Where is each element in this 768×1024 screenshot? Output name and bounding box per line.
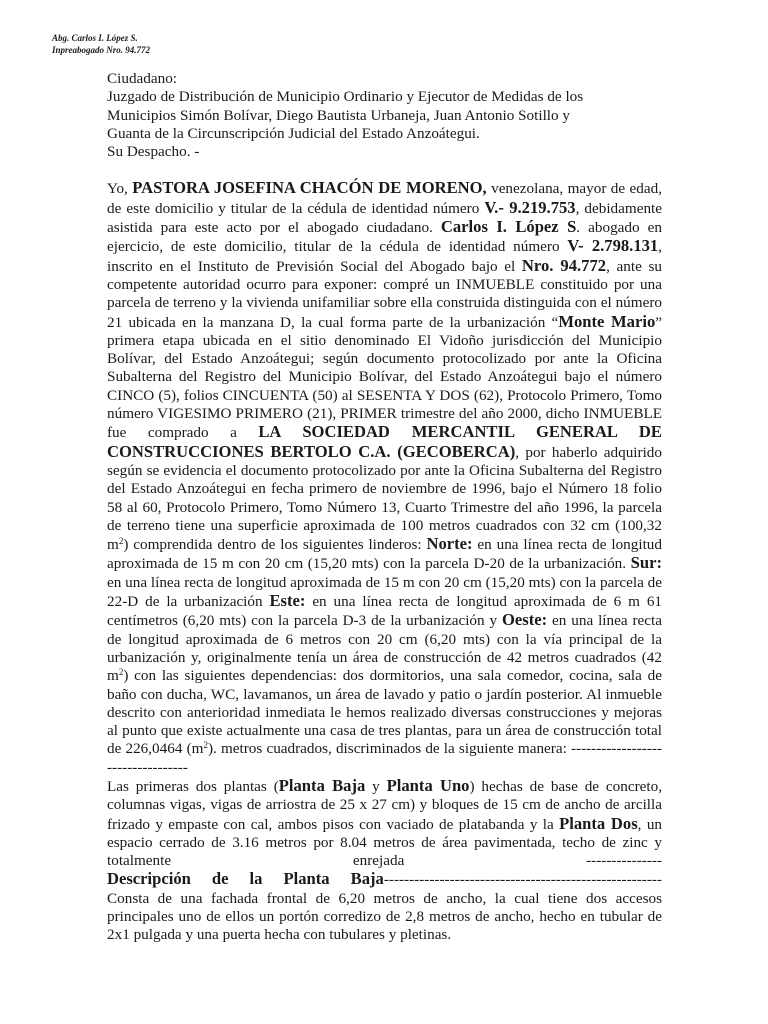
floor-one: Planta Uno [386,775,470,795]
text-run: , debidamente asistida para este acto por el abogado ciudadano. [107,199,662,237]
superscript: 2 [118,667,124,678]
urbanization-name: Monte Mario [558,311,656,331]
text-run: , un espacio cerrado de 3.16 metros por 8.04 metros de área pavimentada, techo de zinc y totalmente enrejada --------------- [107,815,663,870]
lawyer-name-inline: Carlos I. López S [440,217,577,237]
lawyer-id: V- 2.798.131 [567,236,659,256]
text-run: , por haberlo adquirido según se evidencia el documento protocolizado por ante la Oficina Subalterna del Registro del Estado Anzoátegui en fecha primero de noviembre de 1996, bajo el Número 18 folio 58 al 60, Protocolo Primero, Tomo Número 13, Cuarto Trimestre del año 1996, la parcela de terreno tiene una superficie aproximada de 100 metros cuadrados con 32 cm (100,32 m [107,443,662,554]
text-run: ) con las siguientes dependencias: dos dormitorios, una sala comedor, cocina, sala de baño con ducha, WC, lavamanos, un área de lavado y patio o jardín posterior. Al inmueble descrito con anterioridad inmediata le hemos realizado diversas construcciones y mejoras al punto que existe actualmente una casa de tres plantas, para un área de construcción total de 226,0464 (m [107,667,662,758]
text-run: , ante su competente autoridad ocurro para exponer: compré un INMUEBLE constituido por una parcela de terreno y la vivienda unifamiliar sobre ella construida distinguida con el número 21 ubicada en la manzana D, la cual forma parte de la urbanización “ [107,257,662,331]
text-run: ). metros cuadrados, discriminados de la siguiente manera: ---------------------------------- [107,740,662,776]
addressee-salutation: Ciudadano: [107,70,178,87]
text-run: ” primera etapa ubicada en el sitio denominado El Vidoño jurisdicción del Municipio Bolívar, del Estado Anzoátegui; según documento protocolizado por ante la Oficina Subalterna del Registro del Municipio Bolívar, del Estado Anzoátegui bajo el número CINCO (5), folios CINCUENTA (50) al SESENTA Y DOS (62), Protocolo Primero, Tomo número VIGESIMO PRIMERO (21), PRIMER trimestre del año 2000, dicho INMUEBLE fue comprado a [107,313,662,442]
text-run: Yo, [107,180,133,198]
section-heading [107,870,662,889]
seller-company: LA SOCIEDAD MERCANTIL GENERAL DE CONSTRUCCIONES BERTOLO C.A. (GECOBERCA) [107,422,662,461]
floor-ground: Planta Baja [278,775,366,795]
lawyer-registration: Inpreabogado Nro. 94.772 [52,45,151,55]
text-run: , inscrito en el Instituto de Previsión Social del Abogado bajo el [107,238,663,275]
text-run: en una línea recta de longitud aproximada de 6 metros con 20 cm (6,20 mts) con la vía principal de la urbanización y, originalmente tenía un área de construcción de 42 metros cuadrados (42 m [107,612,662,685]
text-run: Las primeras dos plantas ( [107,777,279,795]
text-run: en una línea recta de longitud aproximada de 6 m 61 centímetros (6,20 mts) con la parcela D-3 de la urbanización y [107,593,663,630]
boundary-south: Sur: [630,553,662,573]
text-run: . abogado en ejercicio, de este domicilio, titular de la cédula de identidad número [107,219,662,256]
lawyer-number: Nro. 94.772 [521,255,607,275]
floor-two: Planta Dos [559,813,638,833]
boundary-north: Norte: [426,534,473,554]
addressee-block [107,70,662,161]
text-run: ) hechas de base de concreto, columnas vigas, vigas de arriostra de 25 x 27 cm) y bloques de 15 cm de ancho de arcilla frizado y empaste con cal, ambos pisos con vaciado de platabanda y la [107,777,662,833]
addressee-line: Municipios Simón Bolívar, Diego Bautista Urbaneja, Juan Antonio Sotillo y [107,106,571,124]
boundary-east: Este: [269,591,306,611]
addressee-line: Juzgado de Distribución de Municipio Ordinario y Ejecutor de Medidas de los [107,88,584,106]
heading-rule: ------------------------------------------------------- [383,871,662,889]
ground-floor-heading: Descripción de la Planta Baja [107,869,384,889]
lawyer-name: Abg. Carlos I. López S. [52,33,138,43]
text-run: en una línea recta de longitud aproximada de 15 m con 20 cm (15,20 mts) con la parcela de 22-D de la urbanización [107,573,662,611]
superscript: 2 [203,740,208,751]
text-run: venezolana, mayor de edad, de este domicilio y titular de la cédula de identidad número [107,180,662,217]
petitioner-name: PASTORA JOSEFINA CHACÓN DE MORENO, [132,178,487,198]
ground-floor-paragraph: Consta de una fachada frontal de 6,20 metros de ancho, la cual tiene dos accesos principales uno de ellos un portón corredizo de 2,8 metros de ancho, hecho en tubular de 2x1 pulgada y una puerta hecha con tubulares y pletinas. [107,889,662,944]
floors-paragraph [107,777,662,870]
text-run: en una línea recta de longitud aproximada de 15 m con 20 cm (15,20 mts) con la parcela D-20 de la urbanización. [107,536,662,573]
document-body [107,179,662,944]
main-paragraph [107,179,662,777]
addressee-closing: Su Despacho. - [107,143,200,161]
document-page [107,70,662,945]
text-run: y [365,777,387,795]
petitioner-id: V.- 9.219.753 [484,197,576,217]
boundary-west: Oeste: [501,610,548,630]
superscript: 2 [118,536,124,547]
text-run: ) comprendida dentro de los siguientes linderos: [123,536,427,554]
letterhead [52,32,150,56]
addressee-line: Guanta de la Circunscripción Judicial del Estado Anzoátegui. [107,124,480,142]
